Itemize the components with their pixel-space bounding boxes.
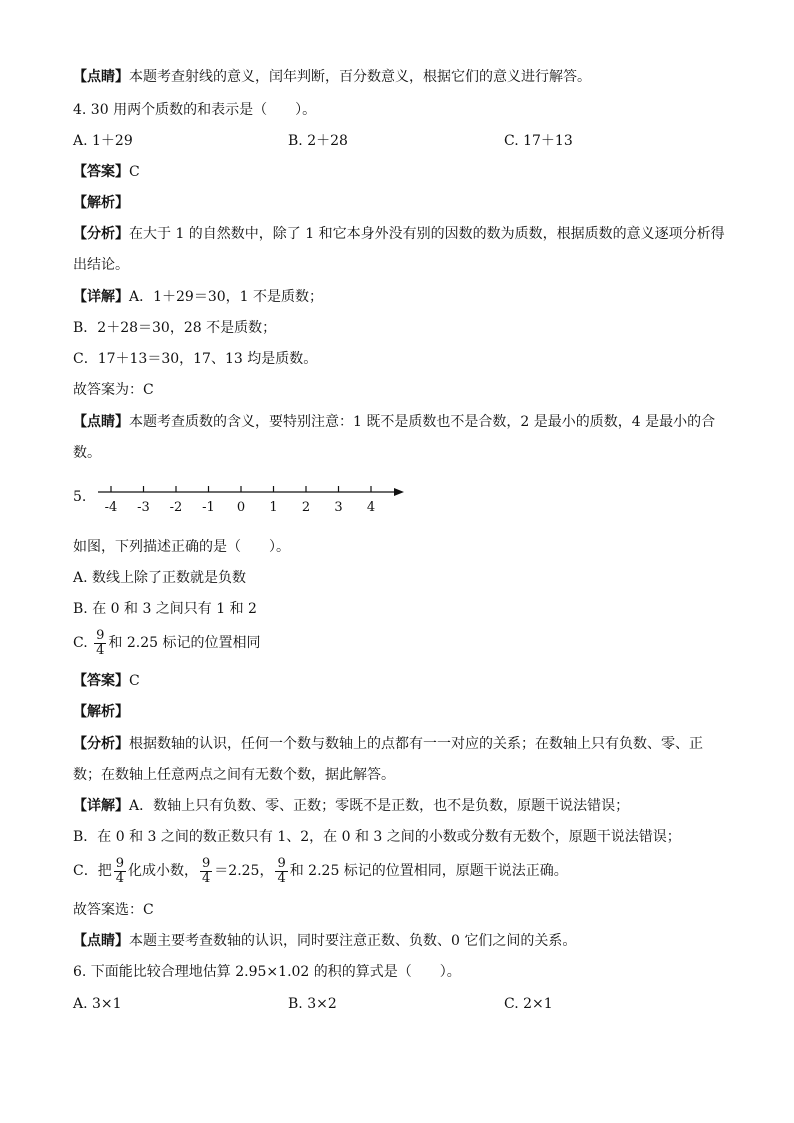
tip-text: 本题考查质数的含义，要特别注意：1 既不是质数也不是合数，2 是最小的质数，4 是最小的合 — [129, 414, 716, 430]
tip-tag: 【点睛】 — [73, 414, 129, 430]
tip-text: 本题考查射线的意义，闰年判断，百分数意义，根据它们的意义进行解答。 — [129, 69, 591, 85]
q5-answer — [73, 672, 140, 690]
q4-fenxi-2: 出结论。 — [73, 257, 129, 273]
q4-fenxi-1 — [73, 225, 725, 243]
frac-num: 9 — [96, 627, 105, 643]
detail-3-b: 化成小数， — [128, 863, 198, 879]
fenxi-tag: 【分析】 — [73, 226, 129, 242]
q6-option-c: C. 2×1 — [504, 996, 553, 1012]
q5-analysis-tag: 【解析】 — [73, 704, 129, 720]
fraction-nine-quarters — [94, 629, 106, 658]
q5-tip — [73, 932, 576, 950]
q5-detail-1 — [73, 797, 629, 815]
fraction-nine-quarters: $\frac{9}{4}$ — [115, 855, 124, 886]
q4-option-b: B. 2＋28 — [288, 133, 348, 149]
number-line-tick-label: 4 — [366, 500, 376, 515]
q4-conclusion: 故答案为：C — [73, 382, 154, 398]
q4-option-a: A. 1＋29 — [73, 133, 133, 149]
q5-fenxi-1 — [73, 735, 703, 753]
q5-detail-2: B．在 0 和 3 之间的数正数只有 1、2，在 0 和 3 之间的小数或分数有无数个，原题干说法错误； — [73, 829, 681, 845]
tip-tag: 【点睛】 — [73, 933, 129, 949]
number-line-tick-label: -3 — [137, 500, 150, 515]
q4-tip-2: 数。 — [73, 445, 101, 461]
option-c-suffix: 和 2.25 标记的位置相同 — [108, 635, 261, 651]
fraction-nine-quarters: $\frac{9}{4}$ — [277, 855, 286, 886]
number-line-tick-label: -4 — [104, 500, 118, 515]
q5-option-c — [73, 624, 260, 662]
number-line-tick-label: -1 — [202, 500, 215, 515]
q4-analysis-tag: 【解析】 — [73, 195, 129, 211]
answer-tag: 【答案】 — [73, 164, 129, 180]
q4-stem: 4. 30 用两个质数的和表示是（ ）。 — [73, 102, 317, 118]
detail-tag: 【详解】 — [73, 798, 129, 814]
q4-detail-2: B．2＋28＝30，28 不是质数； — [73, 320, 277, 336]
q5-fenxi-2: 数；在数轴上任意两点之间有无数个数，据此解答。 — [73, 767, 395, 783]
fenxi-tag: 【分析】 — [73, 736, 129, 752]
q4-option-c: C. 17＋13 — [504, 133, 573, 149]
q5-stem: 如图，下列描述正确的是（ ）。 — [73, 539, 290, 555]
fenxi-text: 根据数轴的认识，任何一个数与数轴上的点都有一一对应的关系；在数轴上只有负数、零、正 — [129, 736, 703, 752]
q4-detail-3: C．17＋13＝30，17、13 均是质数。 — [73, 351, 318, 367]
number-line-tick-label: 1 — [269, 500, 278, 515]
q6-stem: 6. 下面能比较合理地估算 2.95×1.02 的积的算式是（ ）。 — [73, 964, 461, 980]
q6-option-b: B. 3×2 — [288, 996, 337, 1012]
detail-text: A．1＋29＝30，1 不是质数； — [129, 289, 324, 305]
answer-value: C — [129, 164, 140, 180]
option-c-prefix: C. — [73, 635, 88, 651]
q6-option-a: A. 3×1 — [73, 996, 122, 1012]
q5-detail-3 — [73, 852, 568, 890]
detail-text: A．数轴上只有负数、零、正数；零既不是正数，也不是负数，原题干说法错误； — [129, 798, 630, 814]
detail-3-c: ＝2.25， — [214, 863, 274, 879]
q5-option-b: B. 在 0 和 3 之间只有 1 和 2 — [73, 601, 257, 617]
detail-3-a: C．把 — [73, 863, 112, 879]
frac-den: 4 — [96, 642, 105, 658]
q4-detail-1 — [73, 288, 323, 306]
number-line — [94, 482, 414, 518]
q4-tip-1 — [73, 413, 715, 431]
number-line-tick-label: 0 — [236, 500, 246, 515]
number-line-arrow — [394, 488, 404, 496]
number-line-tick-label: -2 — [169, 500, 183, 515]
q5-number: 5. — [73, 489, 87, 505]
answer-value: C — [129, 673, 140, 689]
number-line-tick-label: 3 — [334, 500, 343, 515]
detail-3-d: 和 2.25 标记的位置相同，原题干说法正确。 — [289, 863, 568, 879]
q4-answer — [73, 163, 140, 181]
tip-text: 本题主要考查数轴的认识，同时要注意正数、负数、0 它们之间的关系。 — [129, 933, 577, 949]
fenxi-text: 在大于 1 的自然数中，除了 1 和它本身外没有别的因数的数为质数，根据质数的意义逐项分析得 — [129, 226, 725, 242]
tip-tag: 【点睛】 — [73, 69, 129, 85]
number-line-tick-label: 2 — [301, 500, 311, 515]
answer-tag: 【答案】 — [73, 673, 129, 689]
prev-tip — [73, 68, 591, 86]
q5-conclusion: 故答案选：C — [73, 902, 154, 918]
q5-option-a: A. 数线上除了正数就是负数 — [73, 570, 247, 586]
fraction-nine-quarters: $\frac{9}{4}$ — [202, 855, 211, 886]
detail-tag: 【详解】 — [73, 289, 129, 305]
